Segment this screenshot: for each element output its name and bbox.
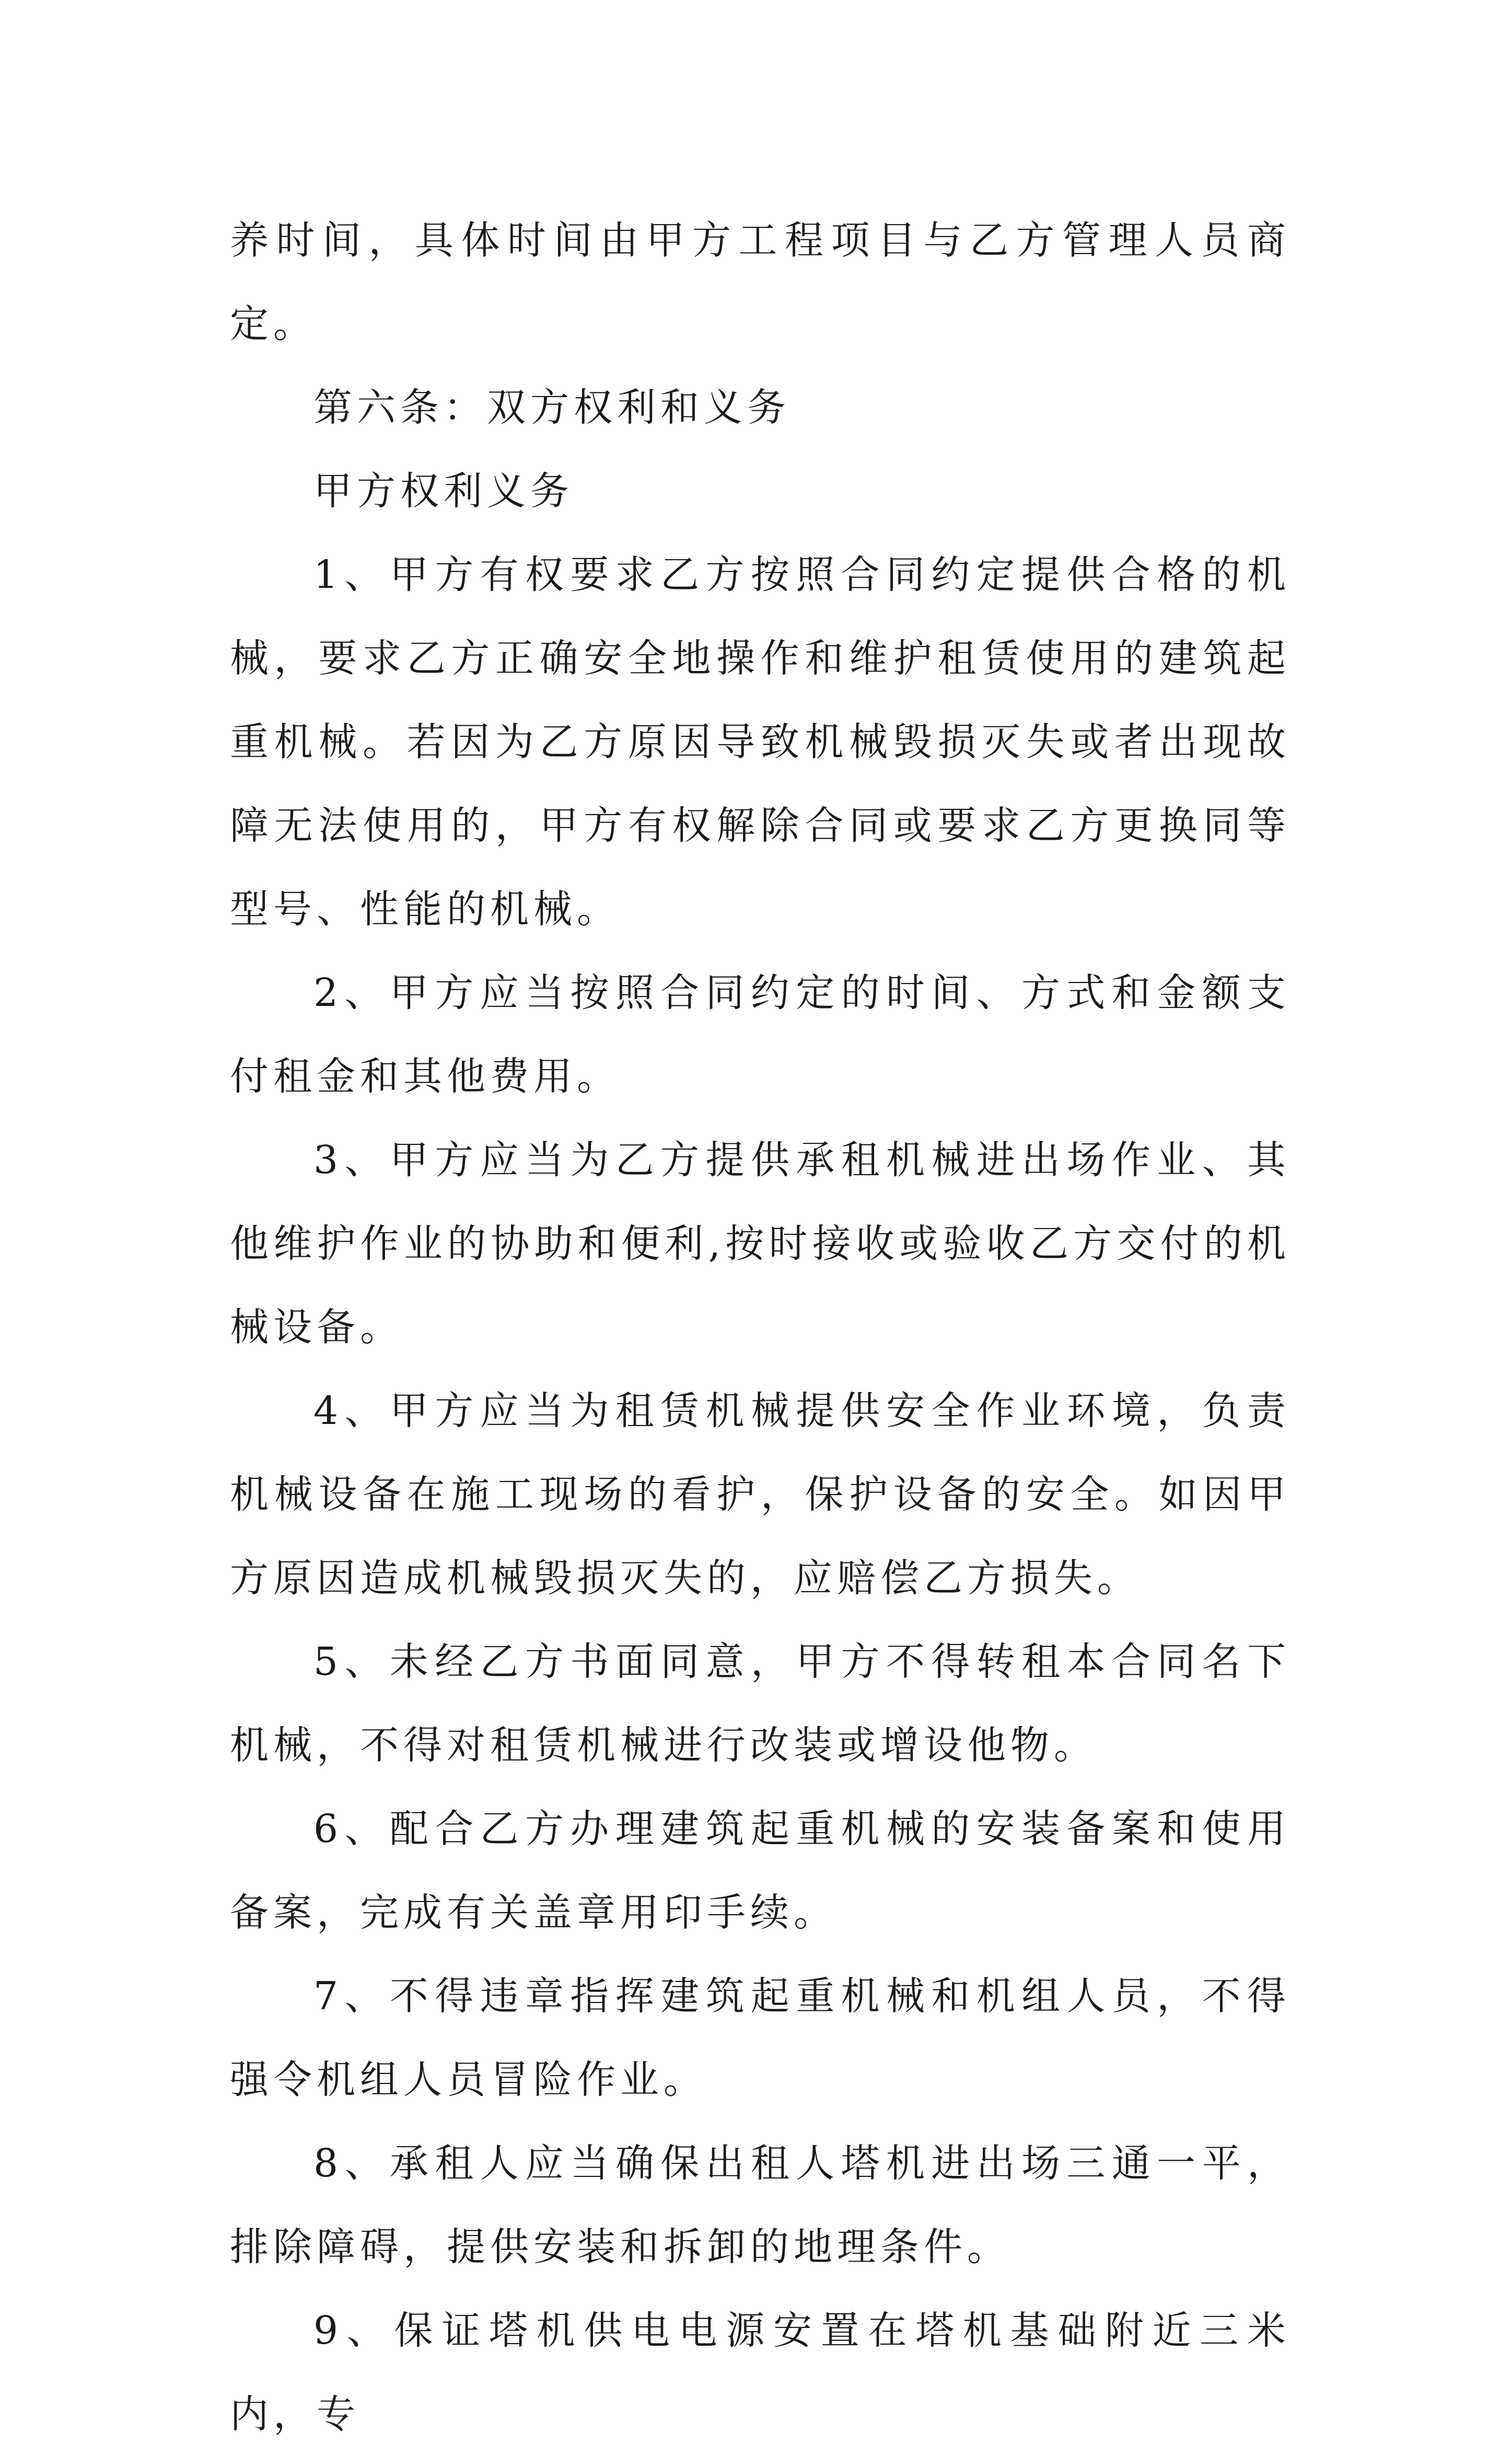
document-body — [230, 199, 1290, 2456]
clause-9: 9、保证塔机供电电源安置在塔机基础附近三米内，专 — [230, 2308, 1290, 2437]
section-heading-article-6: 第六条：双方权利和义务 — [313, 385, 790, 430]
clause-8: 8、承租人应当确保出租人塔机进出场三通一平，排除障碍，提供安装和拆卸的地理条件。 — [230, 2141, 1290, 2269]
clause-1: 1、甲方有权要求乙方按照合同约定提供合格的机械，要求乙方正确安全地操作和维护租赁使用的建筑起重机械。若因为乙方原因导致机械毁损灭失或者出现故障无法使用的，甲方有权解除合同或要求乙方更换同等型号、性能的机械。 — [230, 552, 1290, 932]
subheading-party-a-rights: 甲方权利义务 — [313, 469, 574, 514]
clause-7: 7、不得违章指挥建筑起重机械和机组人员，不得强令机组人员冒险作业。 — [230, 1974, 1290, 2102]
clause-3: 3、甲方应当为乙方提供承租机械进出场作业、其他维护作业的协助和便利,按时接收或验收乙方交付的机械设备。 — [230, 1138, 1290, 1350]
paragraph-continuation: 养时间，具体时间由甲方工程项目与乙方管理人员商定。 — [230, 218, 1290, 346]
clause-2: 2、甲方应当按照合同约定的时间、方式和金额支付租金和其他费用。 — [230, 970, 1290, 1099]
clause-6: 6、配合乙方办理建筑起重机械的安装备案和使用备案，完成有关盖章用印手续。 — [230, 1806, 1290, 1935]
clause-4: 4、甲方应当为租赁机械提供安全作业环境，负责机械设备在施工现场的看护，保护设备的安全。如因甲方原因造成机械毁损灭失的，应赔偿乙方损失。 — [230, 1388, 1290, 1601]
clause-5: 5、未经乙方书面同意，甲方不得转租本合同名下机械，不得对租赁机械进行改装或增设他物。 — [230, 1639, 1290, 1768]
